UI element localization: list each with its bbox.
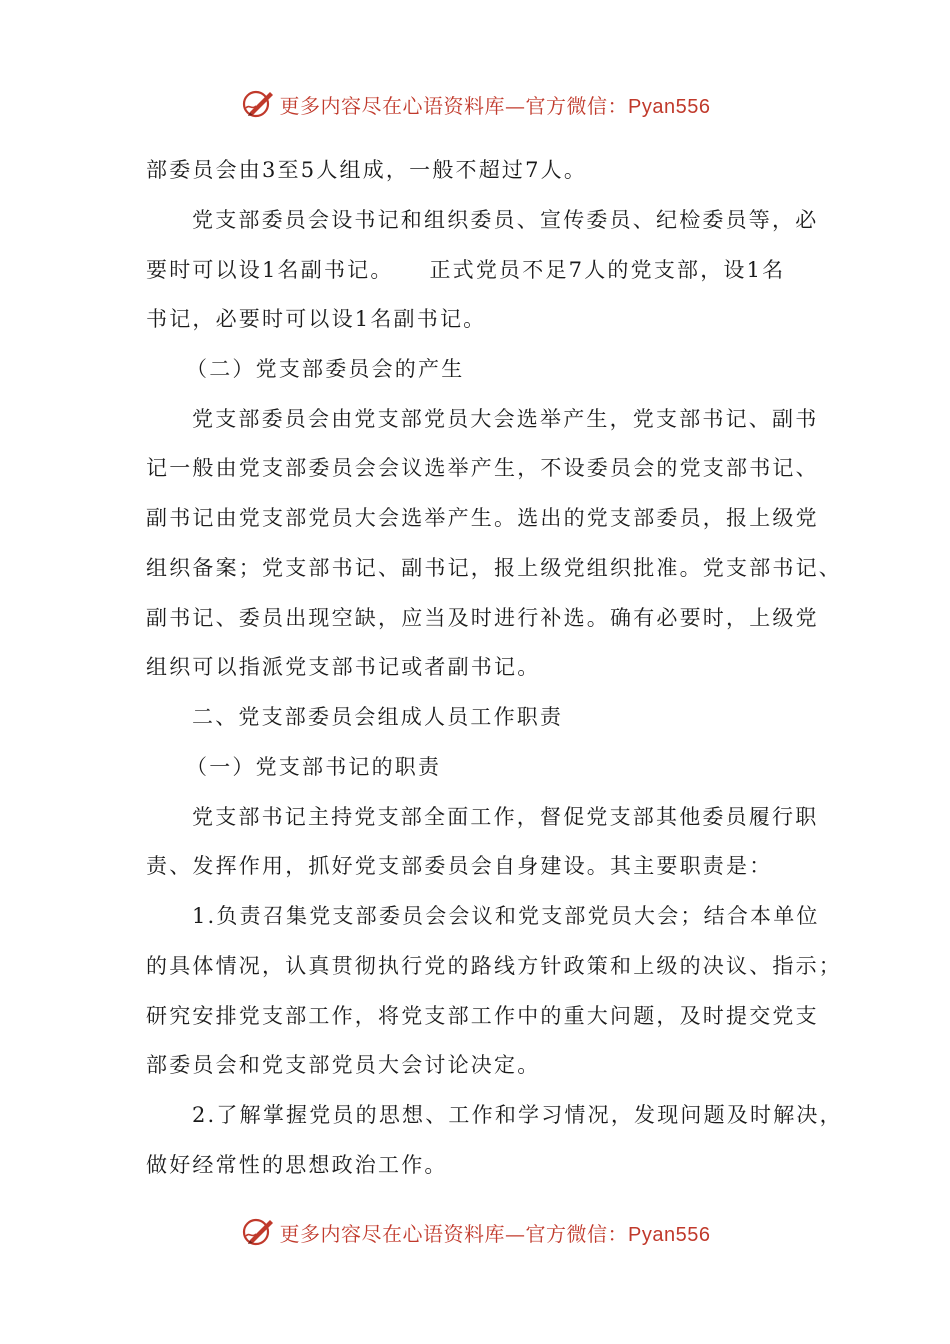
header-banner-text <box>280 90 711 119</box>
footer-banner-text <box>280 1218 711 1247</box>
text-line: 2.了解掌握党员的思想、工作和学习情况，发现问题及时解决， <box>192 1103 843 1127</box>
text-line: 要时可以设1名副书记。 正式党员不足7人的党支部，设1名 <box>146 258 786 282</box>
text-line: 责、发挥作用，抓好党支部委员会自身建设。其主要职责是： <box>146 854 773 878</box>
pen-logo-icon <box>240 1214 276 1250</box>
header-banner <box>0 84 950 124</box>
pen-logo-icon <box>240 86 276 122</box>
text-line: 党支部委员会设书记和组织委员、宣传委员、纪检委员等，必 <box>192 208 819 232</box>
text-line: 副书记由党支部党员大会选举产生。选出的党支部委员，报上级党 <box>146 506 819 530</box>
text-line: 记一般由党支部委员会会议选举产生，不设委员会的党支部书记、 <box>146 456 819 480</box>
section-heading: 二、党支部委员会组成人员工作职责 <box>192 705 564 729</box>
text-line: 1.负责召集党支部委员会会议和党支部党员大会；结合本单位 <box>192 904 820 928</box>
header-banner-inner <box>240 86 711 122</box>
text-line: 做好经常性的思想政治工作。 <box>146 1153 448 1177</box>
section-heading: （二）党支部委员会的产生 <box>186 357 465 381</box>
footer-banner-inner <box>240 1214 711 1250</box>
text-line: 副书记、委员出现空缺，应当及时进行补选。确有必要时，上级党 <box>146 606 819 630</box>
banner-slogan: 更多内容尽在心语资料库—官方微信： <box>279 93 629 118</box>
text-line: 党支部委员会由党支部党员大会选举产生，党支部书记、副书 <box>192 407 819 431</box>
text-line: 书记，必要时可以设1名副书记。 <box>146 307 487 331</box>
banner-wechat-id: Pyan556 <box>628 95 711 118</box>
footer-banner <box>0 1212 950 1252</box>
text-line: 组织备案；党支部书记、副书记，报上级党组织批准。党支部书记、 <box>146 556 842 580</box>
section-heading: （一）党支部书记的职责 <box>186 755 442 779</box>
text-line: 党支部书记主持党支部全面工作，督促党支部其他委员履行职 <box>192 805 819 829</box>
text-line: 部委员会由3至5人组成，一般不超过7人。 <box>146 158 588 182</box>
text-line: 部委员会和党支部党员大会讨论决定。 <box>146 1053 541 1077</box>
banner-slogan: 更多内容尽在心语资料库—官方微信： <box>279 1221 629 1246</box>
text-line: 的具体情况，认真贯彻执行党的路线方针政策和上级的决议、指示； <box>146 954 842 978</box>
banner-wechat-id: Pyan556 <box>628 1223 711 1246</box>
text-line: 组织可以指派党支部书记或者副书记。 <box>146 655 541 679</box>
text-line: 研究安排党支部工作，将党支部工作中的重大问题，及时提交党支 <box>146 1004 819 1028</box>
